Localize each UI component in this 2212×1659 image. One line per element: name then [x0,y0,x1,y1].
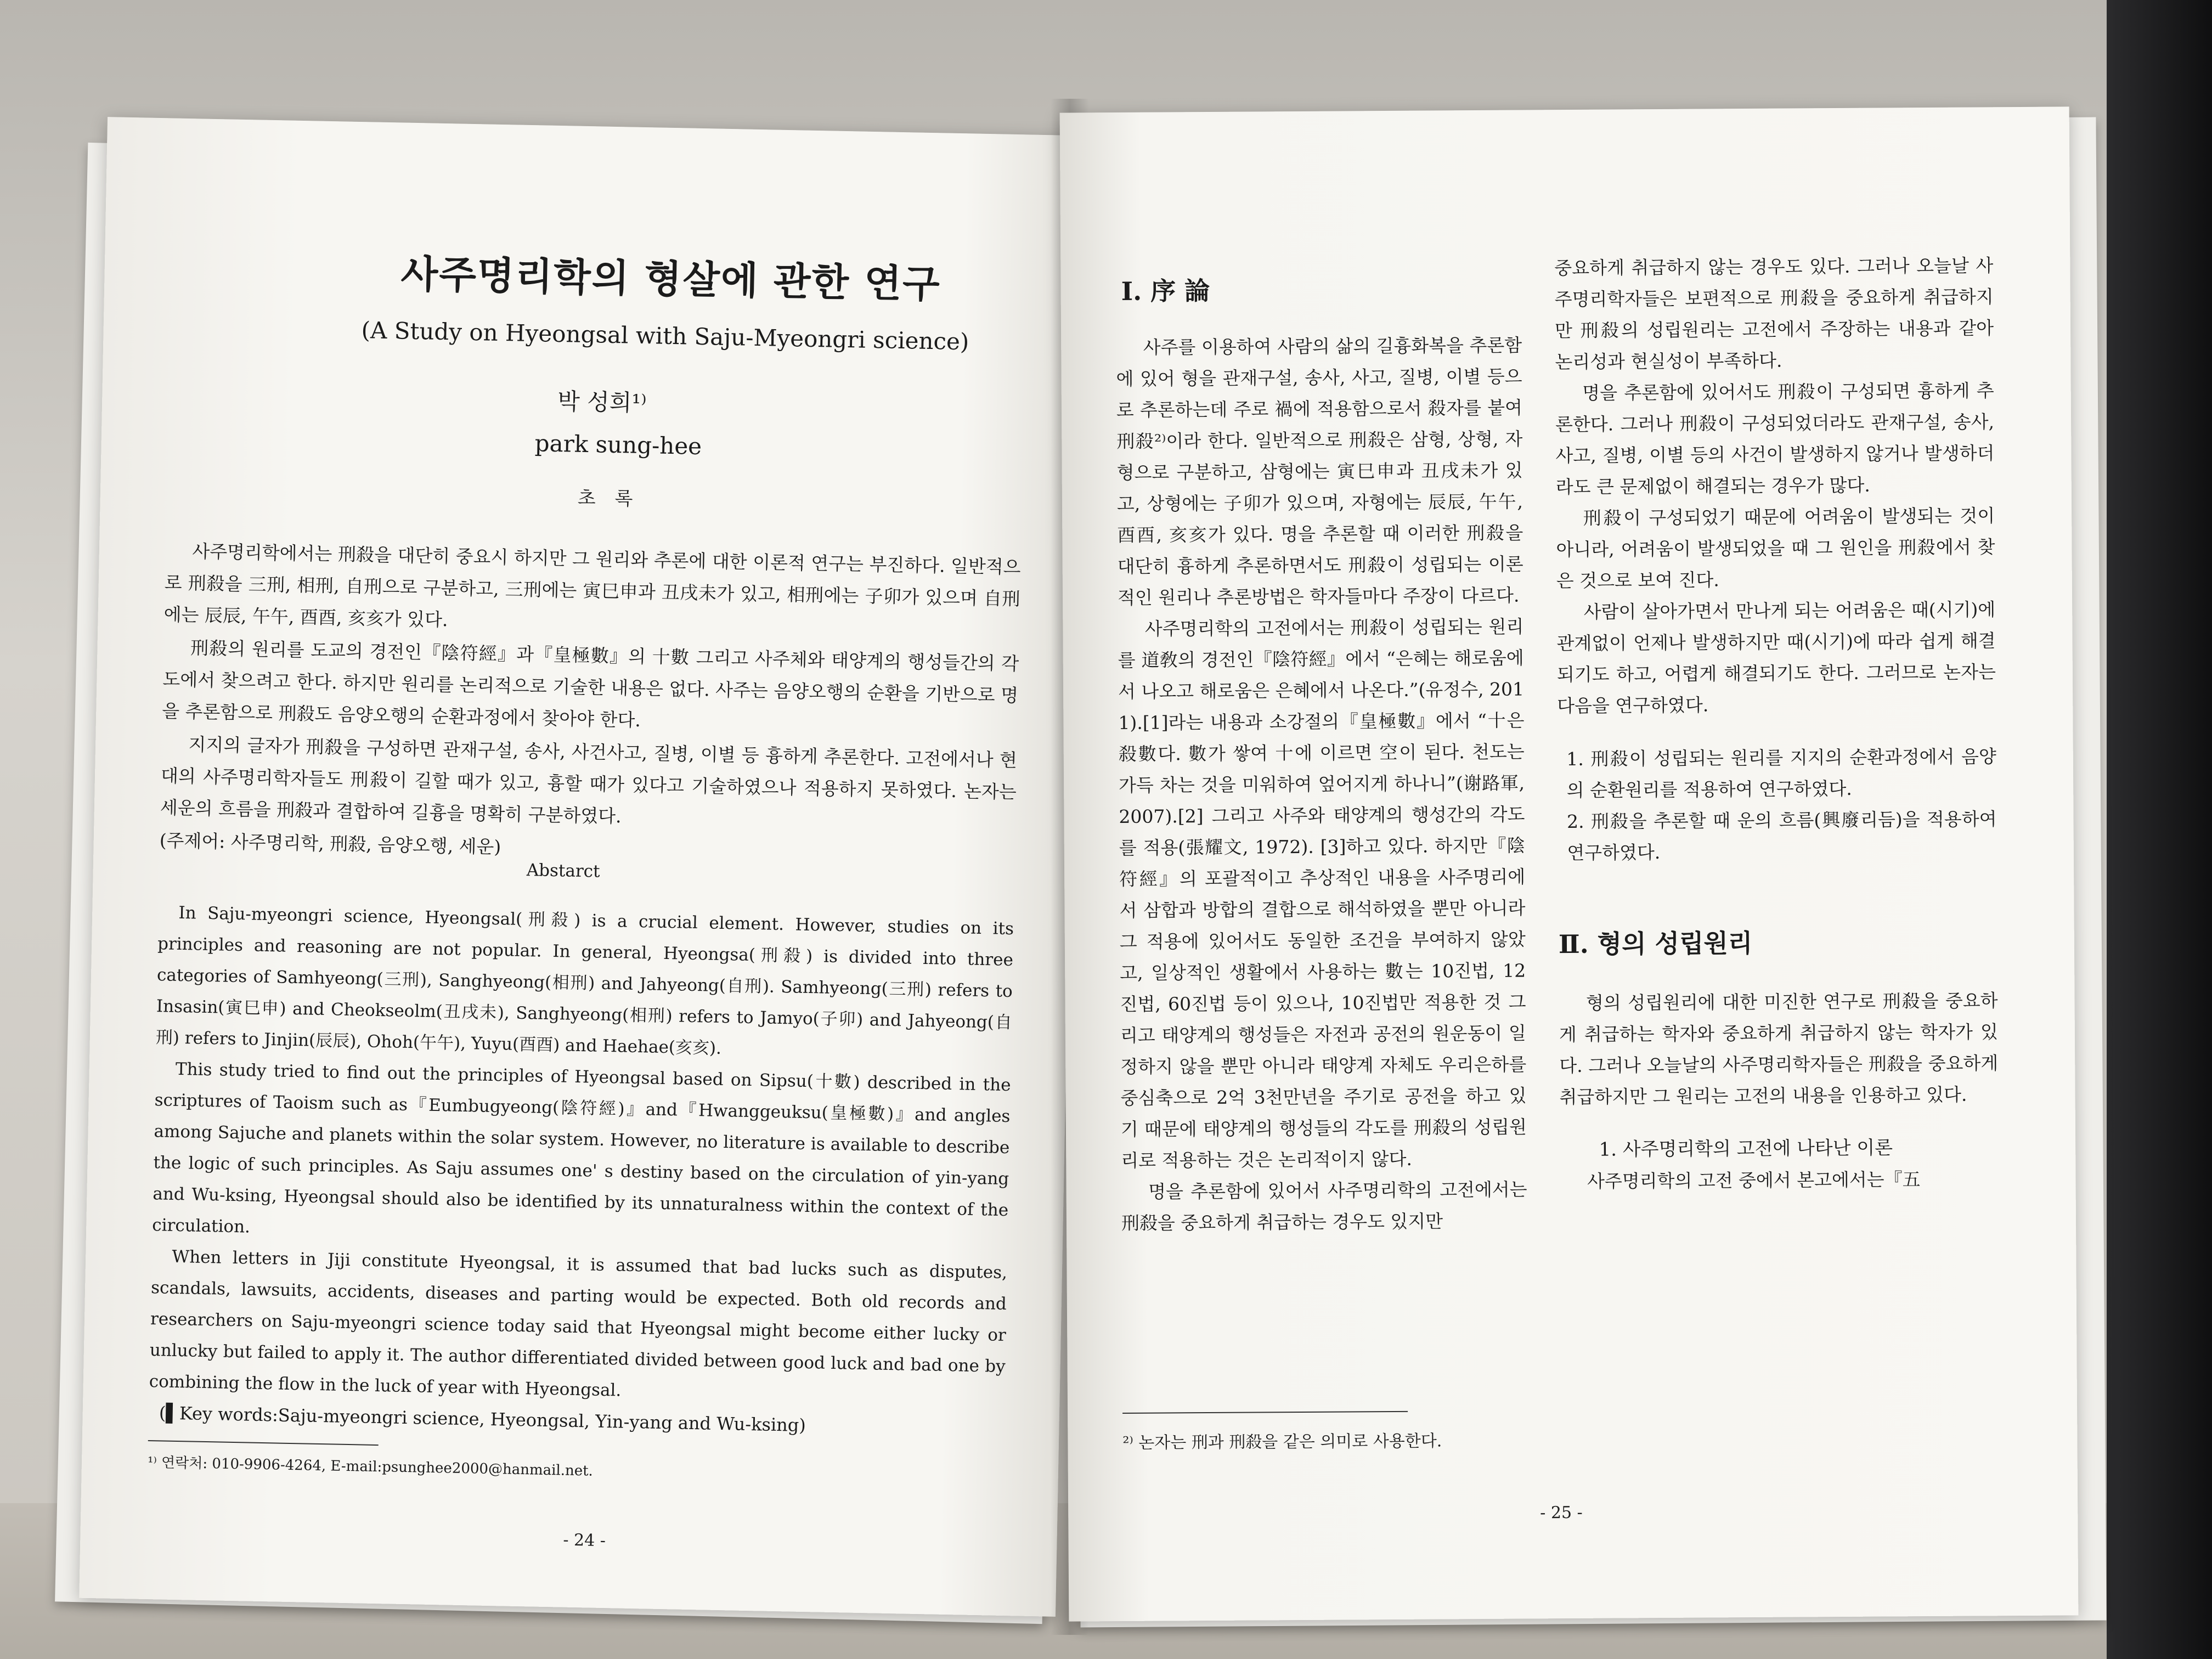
paper-title: 사주명리학의 형살에 관한 연구 [400,251,941,307]
list-item: 2. 刑殺을 추론할 때 운의 흐름(興廢리듬)을 적용하여 연구하였다. [1566,808,1997,864]
author-english: park sung-hee [534,430,702,460]
abstract-en-paragraph: In Saju-myeongri science, Hyeongsal(刑殺) is a crucial element. However, studies on its principles and reasoning are not popular. In general, Hyeongsa(刑殺) is divided into three categories of Samhyeong(三刑), Sanghyeong(相刑) and Jahyeong(自刑). Samhyeong(三刑) refers to Insasin(寅巳申) and Cheokseolm(丑戌未), Sanghyeong(相刑) refers to Jamyo(子卯) and Jahyeong(自刑) refers to Jinjin(辰辰), Ohoh(午午), Yuyu(酉酉) and Haehae(亥亥). [155,902,1014,1058]
abstract-kr-paragraph: 사주명리학에서는 刑殺을 대단히 중요시 하지만 그 원리와 추론에 대한 이론적 연구는 부진하다. 일반적으로 刑殺을 三刑, 相刑, 自刑으로 구분하고, 三刑에는 寅巳申과 丑戌未가 있고, 相刑에는 子卯가 있으며 自刑에는 辰辰, 午午, 酉酉, 亥亥가 있다. [163,540,1022,631]
paper-subtitle: (A Study on Hyeongsal with Saju-Myeongri science) [361,317,969,356]
section-heading-introduction: Ⅰ. 序 論 [1121,275,1210,306]
section-heading-principle: Ⅱ. 형의 성립원리 [1558,928,1753,960]
intro-paragraph: 사주명리학의 고전에서는 刑殺이 성립되는 원리를 道敎의 경전인『陰符經』에서 “은혜는 해로움에서 나오고 해로움은 은혜에서 나온다.”(유정수, 201 1).[1]라는 내용과 소강절의『皇極數』에서 “十은 殺數다. 數가 쌓여 十에 이르면 空이 된다. 천도는 가득 차는 것을 미워하여 엎어지게 하나니”(谢路軍, 2007).[2] 그리고 사주와 태양계의 행성간의 각도를 적용(張耀文, 1972). [3]하고 있다. 하지만『陰符經』의 포괄적이고 추상적인 내용을 사주명리에서 삼합과 방합의 결합으로 해석하였을 뿐만 아니라 그 적용에 있어서도 동일한 조건을 부여하지 않았고, 일상적인 생활에서 사용하는 數는 10진법, 12진법, 60진법 등이 있으나, 10진법만 적용한 것 그리고 태양계의 행성들은 자전과 공전의 원운동이 일정하지 않을 뿐만 아니라 태양계 자체도 우리은하를 중심축으로 2억 3천만년을 주기로 공전을 하고 있기 때문에 태양계의 행성들의 각도를 刑殺의 성립원리로 적용하는 것은 논리적이지 않다. [1118,616,1527,1171]
dark-frame-edge [2107,0,2212,1659]
page-number-left: - 24 - [563,1530,606,1551]
intro-paragraph: 사주를 이용하여 사람의 삶의 길흉화복을 추론함에 있어 형을 관재구설, 송사, 사고, 질병, 이별 등으로 추론하는데 주로 禍에 적용함으로서 殺자를 붙여 刑殺²⁾이라 한다. 일반적으로 刑殺은 삼형, 상형, 자형으로 구분하고, 삼형에는 寅巳申과 丑戌未가 있고, 상형에는 子卯가 있으며, 자형에는 辰辰, 午午, 酉酉, 亥亥가 있다. 명을 추론할 때 이러한 刑殺을 대단히 흉하게 추론하면서도 刑殺이 성립되는 이론적인 원리나 추론방법은 학자들마다 주장이 다르다. [1116,334,1523,609]
keywords-en: (▌Key words:Saju-myeongri science, Hyeongsal, Yin-yang and Wu-ksing) [159,1402,806,1436]
abstract-en-heading: Abstarct [526,860,600,882]
subsection-text: 사주명리학의 고전 중에서 본고에서는『五 [1587,1169,1921,1192]
column-right [1554,250,1999,1197]
intro-paragraph: 刑殺이 구성되었기 때문에 어려움이 발생되는 것이 아니라, 어려움이 발생되었을 때 그 원인을 刑殺에서 찾은 것으로 보여 진다. [1556,505,1995,592]
subsection-heading: 1. 사주명리학의 고전에 나타난 이론 [1599,1137,1893,1161]
abstract-kr-body [159,535,1021,874]
abstract-kr-paragraph: 지지의 글자가 刑殺을 구성하면 관재구설, 송사, 사건사고, 질병, 이별 등 흉하게 추론한다. 고전에서나 현대의 사주명리학자들도 刑殺이 길할 때가 있고, 흉할 때가 있다고 기술하였으나 적용하지 못하였다. 논자는 세운의 흐름을 刑殺과 결합하여 길흉을 명확히 구분하였다. [160,733,1018,827]
footnote-contact: ¹⁾ 연락처: 010-9906-4264, E-mail:psunghee2000@hanmail.net. [147,1454,594,1480]
keywords-kr: (주제어: 사주명리학, 刑殺, 음양오행, 세운) [159,830,501,858]
research-list [1558,741,1997,868]
footnote-divider [148,1440,379,1446]
page-number-right: - 25 - [1540,1503,1583,1523]
left-page [79,117,1084,1617]
abstract-kr-paragraph: 刑殺의 원리를 도교의 경전인『陰符經』과『皇極數』의 十數 그리고 사주체와 태양계의 행성들간의 각도에서 찾으려고 한다. 하지만 원리를 논리적으로 기술한 내용은 없다. 사주는 음양오행의 순환을 기반으로 명을 추론함으로 刑殺도 음양오행의 순환과정에서 찾아야 한다. [161,637,1019,731]
section2-paragraph: 형의 성립원리에 대한 미진한 연구로 刑殺을 중요하게 취급하는 학자와 중요하게 취급하지 않는 학자가 있다. 그러나 오늘날의 사주명리학자들은 刑殺을 중요하게 취급하지만 그 원리는 고전의 내용을 인용하고 있다. [1559,990,1999,1108]
list-item: 1. 刑殺이 성립되는 원리를 지지의 순환과정에서 음양의 순환원리를 적용하여 연구하였다. [1566,746,1996,802]
abstract-en-body [148,897,1014,1444]
abstract-en-paragraph: This study tried to find out the principles of Hyeongsal based on Sipsu(十數) described in the scriptures of Taoism such as『Eumbugyeong(陰符經)』and『Hwanggeuksu(皇極數)』and angles among Sajuche and planets within the solar system. However, no literature is available to describe the logic of such principles. As Saju assumes one' s destiny based on the circulation of yin-yang and Wu-ksing, Hyeongsal should also be identified by its unnaturalness within the context of the circulation. [151,1059,1011,1237]
author-korean: 박 성희¹⁾ [557,388,647,417]
column-left [1116,330,1527,1239]
abstract-en-paragraph: When letters in Jiji constitute Hyeongsal, it is assumed that bad lucks such as disputes, scandals, lawsuits, accidents, diseases and parting would be expected. Both old records and researchers on Saju-myeongri science today said that Hyeongsal might become either lucky or unlucky but failed to apply it. The author differentiated divided between good luck and bad one by combining the flow in the luck of year with Hyeongsal. [149,1246,1008,1401]
footnote-divider [1122,1411,1408,1414]
right-page [1060,106,2079,1621]
abstract-kr-heading: 초 록 [577,487,640,510]
intro-paragraph: 사람이 살아가면서 만나게 되는 어려움은 때(시기)에 관계없이 언제나 발생하지만 때(시기)에 따라 쉽게 해결되기도 하고, 어렵게 해결되기도 한다. 그러므로 논자는 다음을 연구하였다. [1556,599,1996,717]
intro-paragraph: 명을 추론함에 있어서도 刑殺이 구성되면 흉하게 추론한다. 그러나 刑殺이 구성되었더라도 관재구설, 송사, 사고, 질병, 이별 등의 사건이 발생하지 않거나 발생하더라도 큰 문제없이 해결되는 경우가 많다. [1555,380,1995,498]
intro-paragraph: 명을 추론함에 있어서 사주명리학의 고전에서는 刑殺을 중요하게 취급하는 경우도 있지만 [1121,1178,1527,1234]
intro-paragraph: 중요하게 취급하지 않는 경우도 있다. 그러나 오늘날 사주명리학자들은 보편적으로 刑殺을 중요하게 취급하지만 刑殺의 성립원리는 고전에서 주장하는 내용과 같아 논리성과 현실성이 부족하다. [1554,255,1994,373]
footnote-terminology: ²⁾ 논자는 刑과 刑殺을 같은 의미로 사용한다. [1122,1431,1442,1453]
